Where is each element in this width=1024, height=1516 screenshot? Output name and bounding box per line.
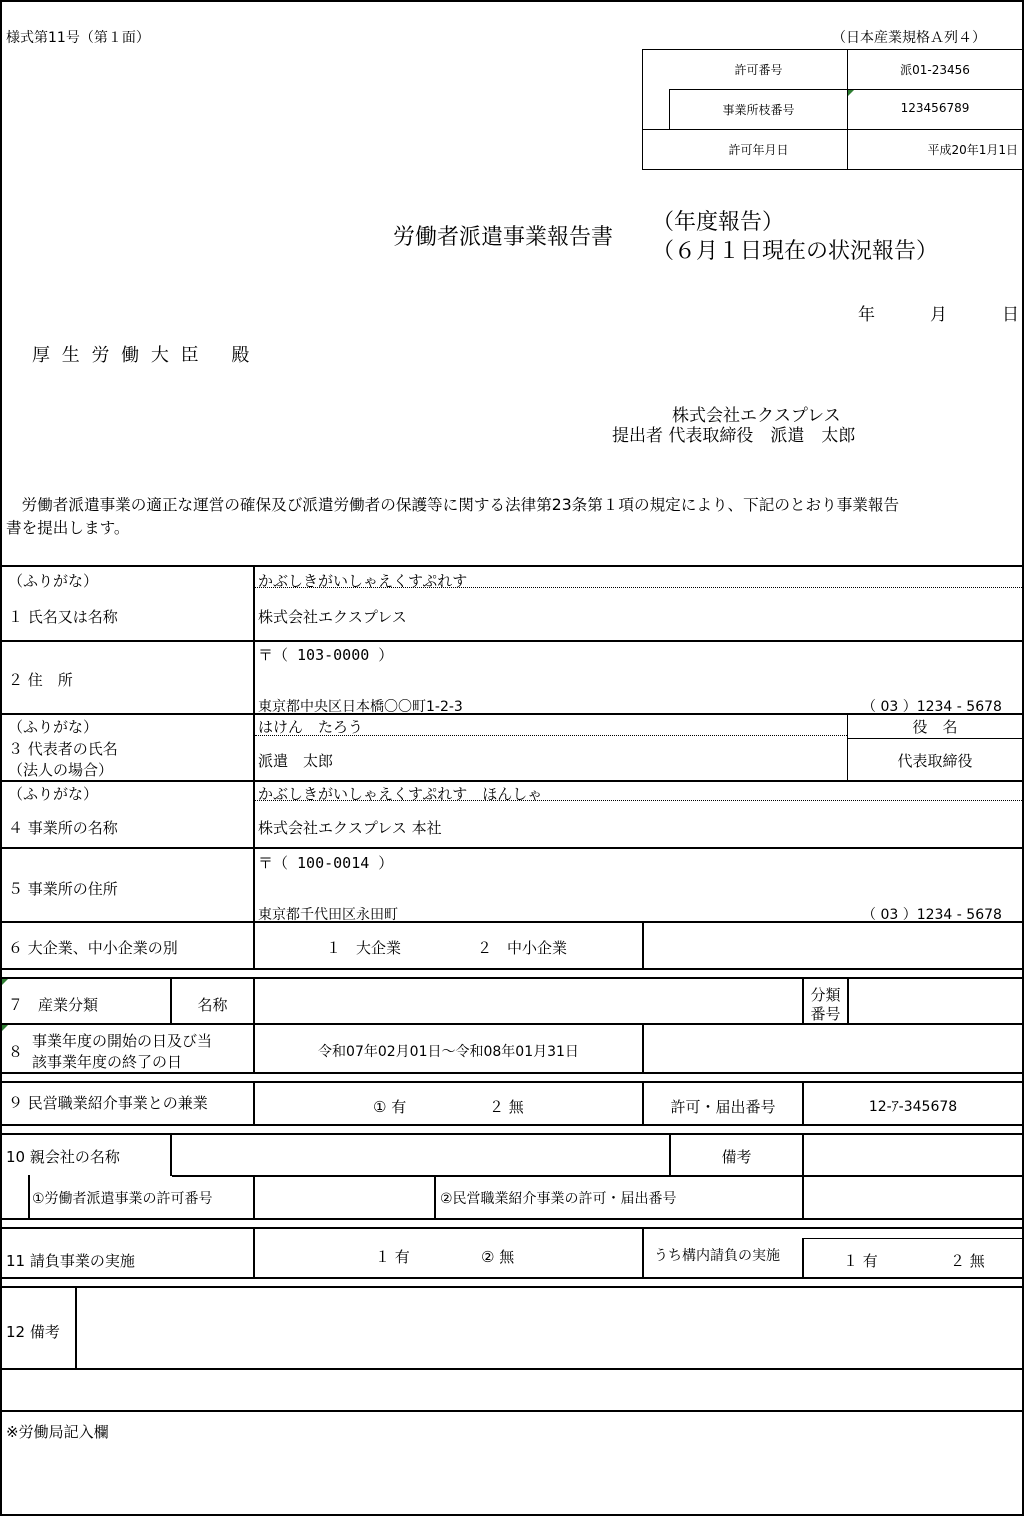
- placement-yes[interactable]: ① 有: [373, 1098, 407, 1116]
- rep-furigana: はけん たろう: [258, 718, 364, 736]
- fiscal-period: 令和07年02月01日～令和08年01月31日: [318, 1044, 579, 1060]
- placement-number: 12-ｱ-345678: [868, 1099, 958, 1115]
- page-title: 労働者派遣事業報告書: [393, 225, 614, 250]
- placement-label: ９ 民営職業紹介事業との兼業: [8, 1094, 208, 1112]
- parent-placement-permit-label: ②民営職業紹介事業の許可・届出番号: [440, 1191, 677, 1207]
- remarks-label: 12 備考: [6, 1323, 60, 1341]
- contract-no[interactable]: ② 無: [481, 1248, 515, 1266]
- placement-number-label: 許可・届出番号: [670, 1098, 776, 1116]
- title-june-report: （６月１日現在の状況報告）: [652, 239, 939, 264]
- contract-label: 11 請負事業の実施: [6, 1252, 135, 1270]
- date-day: 日: [1002, 305, 1019, 325]
- permit-number: 派01-23456: [900, 63, 970, 77]
- office-branch-label: 事業所枝番号: [722, 103, 795, 117]
- name-label: １ 氏名又は名称: [8, 608, 118, 626]
- company-size-label: ６ 大企業、中小企業の別: [8, 939, 178, 957]
- statement-line-2: 書を提出します。: [6, 519, 130, 537]
- industry-code-label-2: 番号: [810, 1005, 841, 1023]
- submitter-company: 株式会社エクスプレス: [672, 406, 841, 426]
- parent-note-label: 備考: [721, 1148, 752, 1166]
- office-address: 東京都千代田区永田町: [258, 907, 398, 923]
- position: 代表取締役: [897, 752, 973, 770]
- fiscal-label-1: 事業年度の開始の日及び当: [32, 1032, 213, 1050]
- labor-bureau-label: ※労働局記入欄: [6, 1423, 109, 1441]
- office-label: ４ 事業所の名称: [8, 819, 118, 837]
- permit-date: 平成20年1月1日: [927, 143, 1018, 157]
- onsite-yes[interactable]: １ 有: [843, 1252, 878, 1270]
- fiscal-number: ８: [8, 1043, 24, 1061]
- parent-dispatch-permit-label: ①労働者派遣事業の許可番号: [32, 1191, 213, 1207]
- contract-yes[interactable]: １ 有: [375, 1248, 410, 1266]
- title-annual-report: （年度報告）: [652, 210, 785, 235]
- size-option-small[interactable]: ２ 中小企業: [477, 939, 568, 957]
- onsite-contract-label: うち構内請負の実施: [654, 1248, 780, 1264]
- rep-furigana-label: （ふりがな）: [8, 718, 99, 736]
- name-furigana-label: （ふりがな）: [8, 572, 99, 590]
- office-furigana-label: （ふりがな）: [8, 785, 99, 803]
- parent-company-label: 10 親会社の名称: [6, 1148, 120, 1166]
- addressee: 厚 生 労 働 大 臣 殿: [32, 345, 253, 366]
- size-option-large[interactable]: １ 大企業: [326, 939, 402, 957]
- office-postal: 〒（ 100-0014 ）: [258, 854, 394, 872]
- address-label: ２ 住 所: [8, 671, 73, 689]
- name-furigana: かぶしきがいしゃえくすぷれす: [258, 572, 468, 590]
- company-name: 株式会社エクスプレス: [258, 608, 407, 626]
- permit-number-label: 許可番号: [734, 63, 783, 77]
- standard-label: （日本産業規格Ａ列４）: [832, 30, 986, 46]
- office-furigana: かぶしきがいしゃえくすぷれす ほんしゃ: [258, 785, 543, 803]
- outer-border-left: [0, 0, 2, 1516]
- industry-name-label: 名称: [197, 996, 228, 1014]
- rep-sub-label: （法人の場合）: [8, 761, 114, 779]
- address: 東京都中央区日本橋〇〇町1-2-3: [258, 699, 463, 715]
- statement-line-1: 労働者派遣事業の適正な運営の確保及び派遣労働者の保護等に関する法律第23条第１項の規定により、下記のとおり事業報告: [6, 496, 900, 514]
- industry-code-label-1: 分類: [810, 986, 841, 1004]
- onsite-no[interactable]: ２ 無: [950, 1252, 985, 1270]
- outer-border-top: [0, 0, 1024, 2]
- address-phone: （ 03 ）1234 - 5678: [862, 699, 1002, 715]
- date-year: 年: [858, 305, 875, 325]
- form-number: 様式第11号（第１面）: [6, 30, 150, 46]
- rep-label: ３ 代表者の氏名: [8, 740, 118, 758]
- address-postal: 〒（ 103-0000 ）: [258, 646, 394, 664]
- office-branch-number: 123456789: [900, 101, 970, 115]
- position-label: 役 名: [912, 718, 958, 736]
- submitter-line: 提出者 代表取締役 派遣 太郎: [612, 426, 856, 446]
- office-name: 株式会社エクスプレス 本社: [258, 819, 442, 837]
- rep-name: 派遣 太郎: [258, 752, 334, 770]
- fiscal-label-2: 該事業年度の終了の日: [32, 1053, 183, 1071]
- office-address-label: ５ 事業所の住所: [8, 880, 118, 898]
- office-phone: （ 03 ）1234 - 5678: [862, 907, 1002, 923]
- placement-no[interactable]: ２ 無: [489, 1098, 524, 1116]
- permit-date-label: 許可年月日: [728, 143, 789, 157]
- date-month: 月: [930, 305, 947, 325]
- industry-label: ７ 産業分類: [8, 996, 99, 1014]
